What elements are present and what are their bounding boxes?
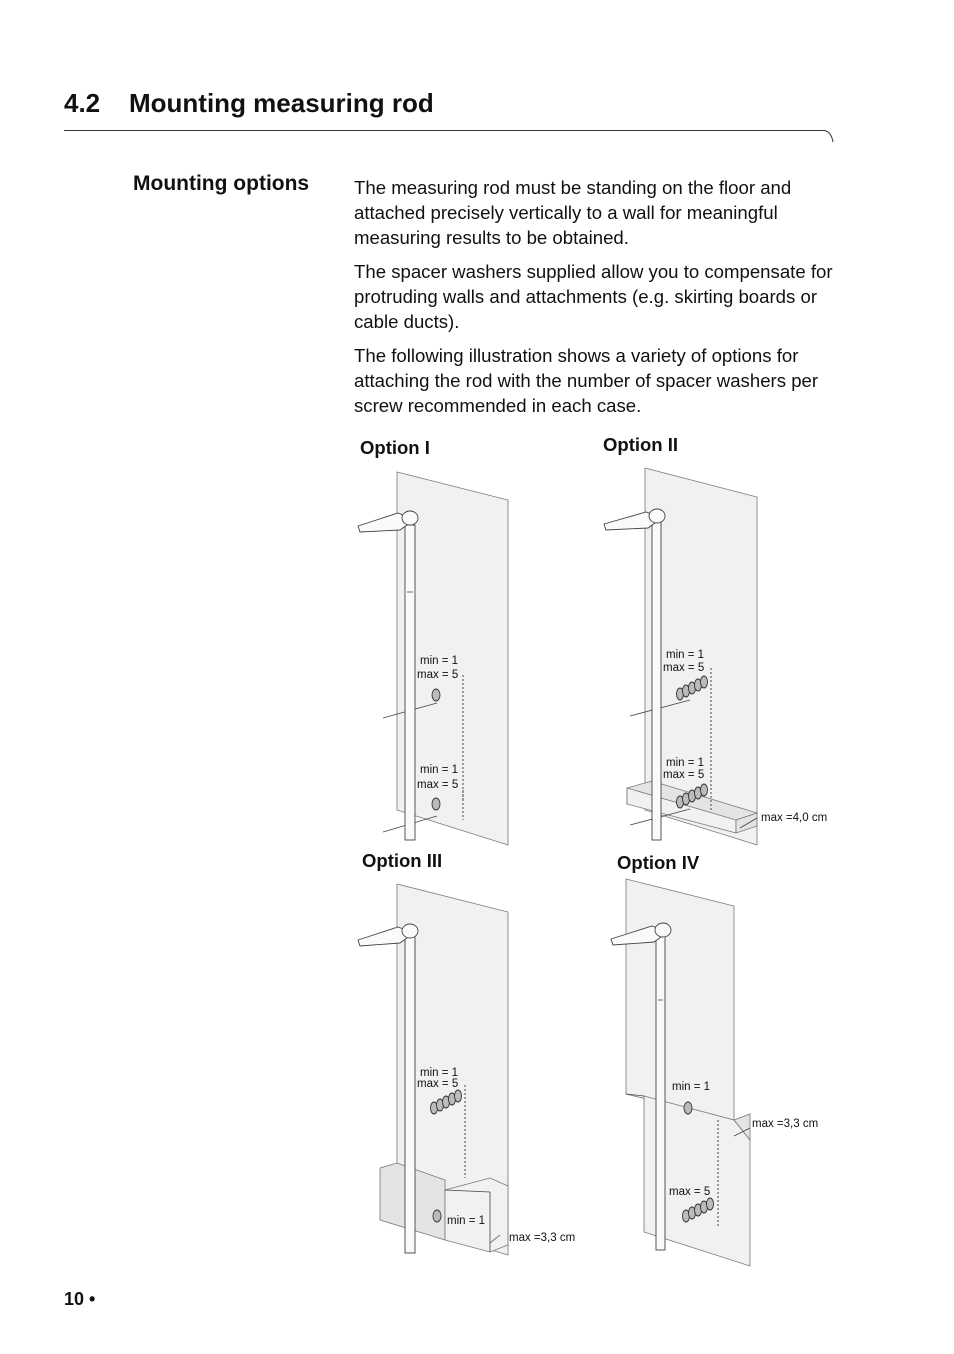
paragraph: The measuring rod must be standing on the floor and attached precisely vertically to a wall for meaningful measuring results to be obtained. [354,177,792,248]
option-1-upper-max: max = 5 [417,669,459,681]
option-4-drawing [611,879,750,1266]
option-4-title: Option IV [617,852,700,873]
paragraph: The spacer washers supplied allow you to compensate for protruding walls and attachments (e.g. skirting boards or cable ducts). [354,261,833,332]
option-1-upper-min: min = 1 [420,655,459,667]
side-heading: Mounting options [133,172,310,195]
section-title-text: Mounting measuring rod [129,88,434,118]
option-1-title: Option I [360,437,430,458]
option-4-lower-max: max = 5 [669,1186,711,1198]
option-2-lower-min: min = 1 [666,757,705,769]
option-1-lower-max: max = 5 [417,779,459,791]
option-4-distance: max =3,3 cm [752,1118,819,1130]
option-2-upper-min: min = 1 [666,649,705,661]
option-2-lower-max: max = 5 [663,769,705,781]
option-3-title: Option III [362,850,443,871]
option-3-upper-max: max = 5 [417,1078,459,1090]
section-number: 4.2 [64,88,101,118]
option-2-distance: max =4,0 cm [761,812,828,824]
option-3-upper-min: min = 1 [420,1067,459,1079]
page-number: 10 • [64,1289,96,1309]
option-4-upper-min: min = 1 [672,1081,711,1093]
option-3-distance: max =3,3 cm [509,1232,576,1244]
option-1-lower-min: min = 1 [420,764,459,776]
option-3-lower-min: min = 1 [447,1215,486,1227]
option-2-title: Option II [603,434,679,455]
paragraph: The following illustration shows a variety of options for attaching the rod with the number of spacer washers per screw recommended in each case. [354,345,819,416]
option-2-upper-max: max = 5 [663,662,705,674]
